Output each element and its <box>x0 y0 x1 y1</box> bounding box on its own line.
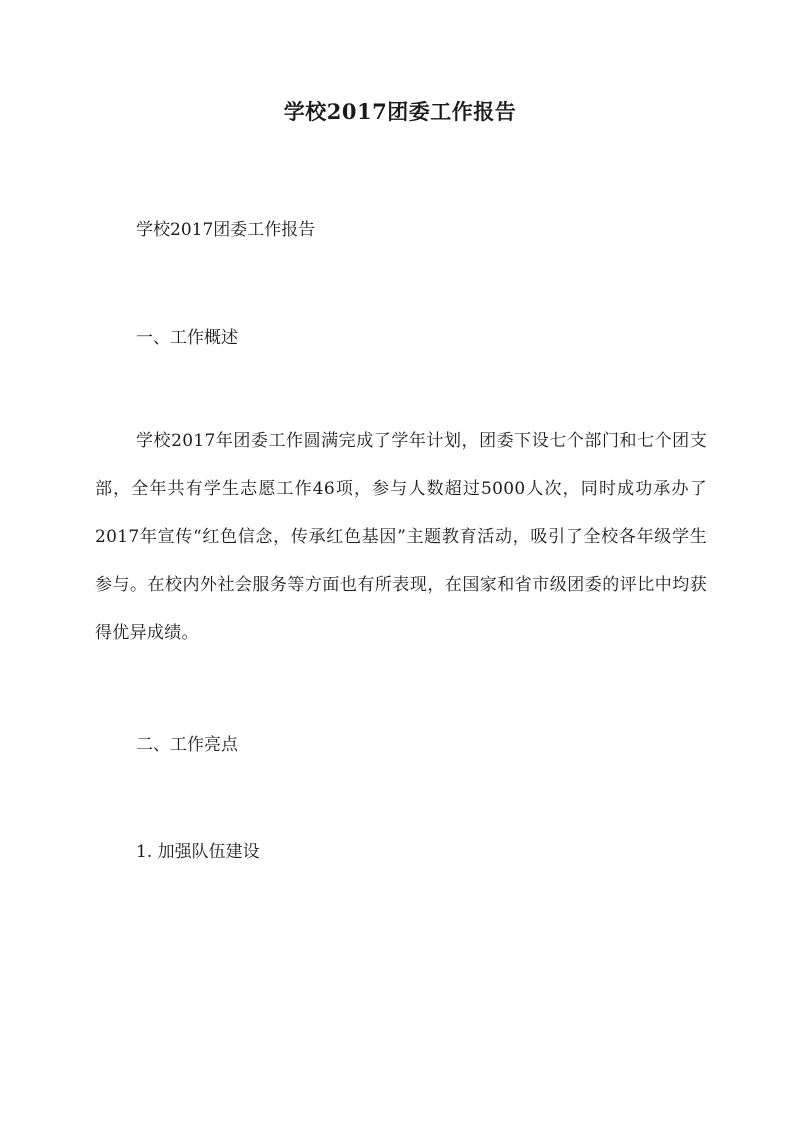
document-subtitle: 学校2017团委工作报告 <box>136 220 316 240</box>
subsection-heading-team-building: 1. 加强队伍建设 <box>136 842 260 862</box>
document-title: 学校2017团委工作报告 <box>283 99 517 124</box>
section-heading-highlights: 二、工作亮点 <box>136 735 238 755</box>
section-heading-overview: 一、工作概述 <box>136 328 238 348</box>
overview-paragraph: 学校2017年团委工作圆满完成了学年计划，团委下设七个部门和七个团支部，全年共有学生志愿工作46项，参与人数超过5000人次，同时成功承办了2017年宣传“红色信念，传承红色基因”主题教育活动，吸引了全校各年级学生参与。在校内外社会服务等方面也有所表现，在国家和省市级团委的评比中均获得优异成绩。 <box>95 431 707 643</box>
